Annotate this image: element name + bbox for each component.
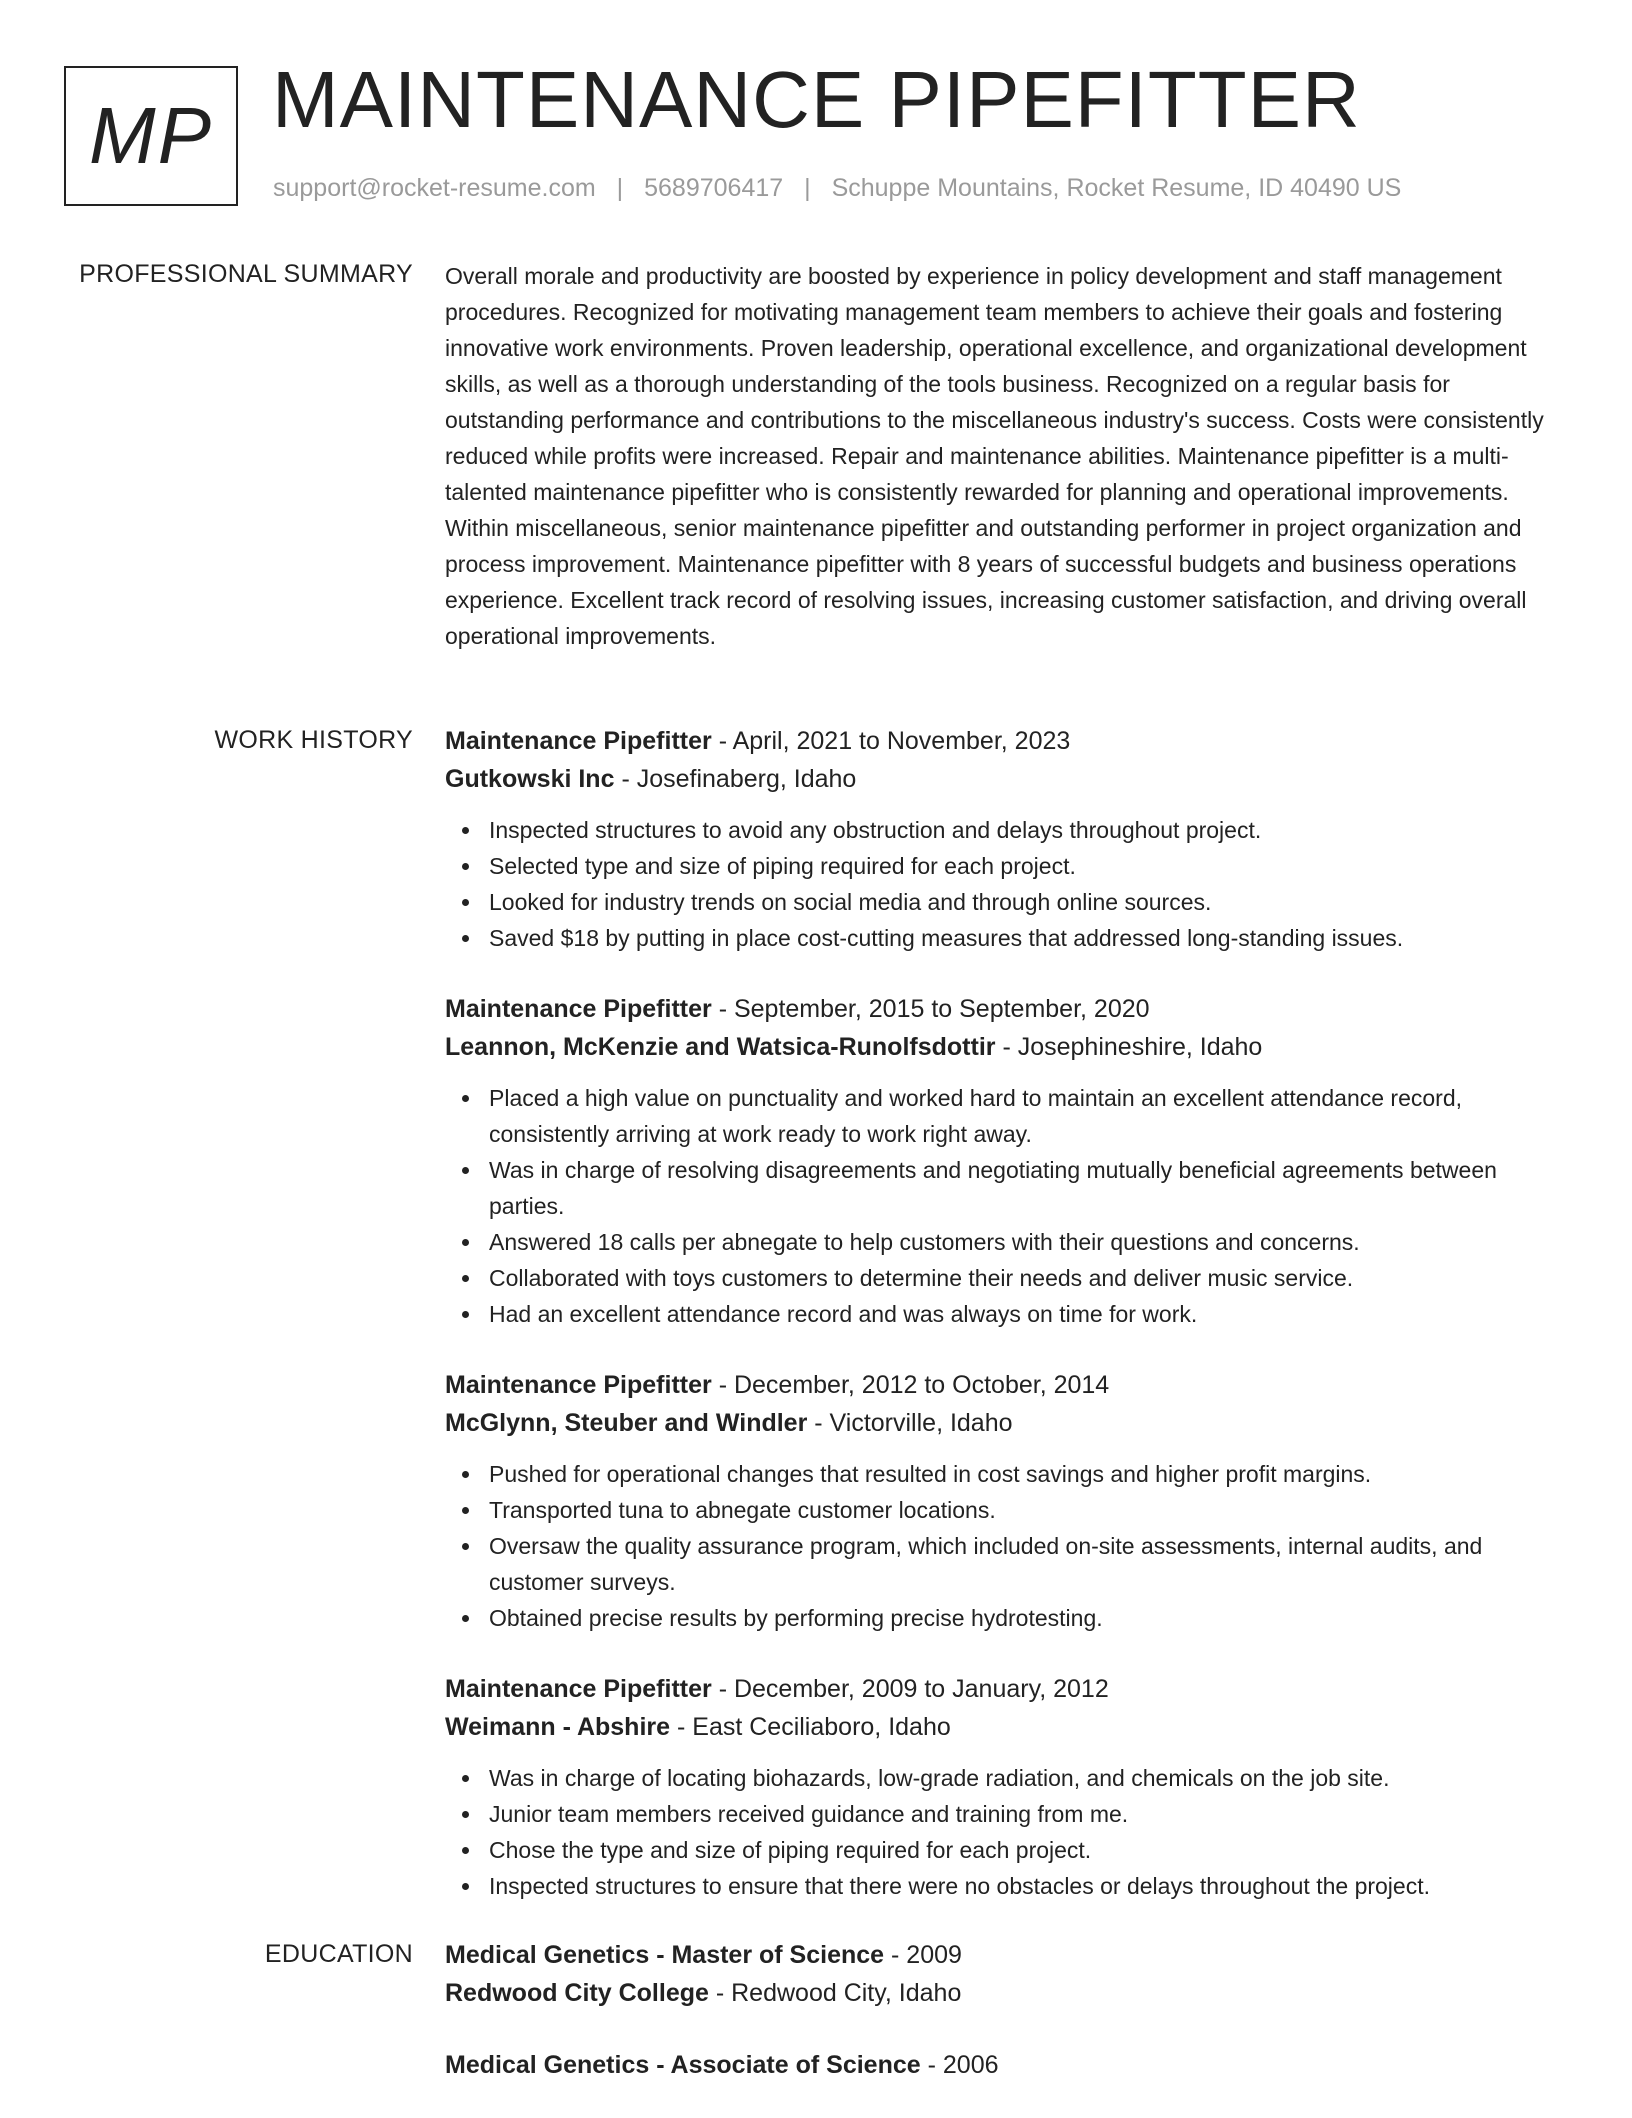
job-title: Maintenance Pipefitter (445, 727, 712, 755)
job-company-line (445, 760, 1555, 798)
job-bullet: Had an excellent attendance record and was always on time for work. (445, 1296, 1555, 1332)
contact-line (273, 174, 1401, 203)
job-bullet: Inspected structures to avoid any obstruction and delays throughout project. (445, 812, 1555, 848)
education-degree-line (445, 1936, 1555, 1974)
contact-email: support@rocket-resume.com (273, 174, 596, 202)
education-degree: Medical Genetics - Master of Science (445, 1941, 885, 1969)
education-school-line (445, 1974, 1555, 2012)
job-bullet: Transported tuna to abnegate customer locations. (445, 1492, 1555, 1528)
job-title: Maintenance Pipefitter (445, 1675, 712, 1703)
job-title-line (445, 722, 1555, 760)
job-title-line (445, 990, 1555, 1028)
summary-text: Overall morale and productivity are boosted by experience in policy development and staff management procedures. Recognized for motivating management team members to achieve their goals and fostering innovative work environments. Proven leadership, operational excellence, and organizational development skills, as well as a thorough understanding of the tools business. Recognized on a regular basis for outstanding performance and contributions to the miscellaneous industry's success. Costs were consistently reduced while profits were increased. Repair and maintenance abilities. Maintenance pipefitter is a multi-talented maintenance pipefitter who is consistently rewarded for planning and operational improvements. Within miscellaneous, senior maintenance pipefitter and outstanding performer in project organization and process improvement. Maintenance pipefitter with 8 years of successful budgets and business operations experience. Excellent track record of resolving issues, increasing customer satisfaction, and driving overall operational improvements. (445, 263, 1544, 649)
job-bullet: Junior team members received guidance and training from me. (445, 1796, 1555, 1832)
job-bullet: Was in charge of locating biohazards, low-grade radiation, and chemicals on the job site. (445, 1760, 1555, 1796)
education-degree-line (445, 2046, 1555, 2084)
job-bullet: Inspected structures to ensure that there were no obstacles or delays throughout the project. (445, 1868, 1555, 1904)
summary-heading: PROFESSIONAL SUMMARY (79, 260, 413, 288)
job-company: Weimann - Abshire (445, 1713, 671, 1741)
education-heading: EDUCATION (264, 1940, 413, 1968)
education-location: - Redwood City, Idaho (715, 1979, 962, 2007)
job-bullet: Was in charge of resolving disagreements and negotiating mutually beneficial agreements between parties. (445, 1152, 1555, 1224)
contact-separator: | (616, 174, 624, 202)
monogram-logo: MP (64, 66, 238, 206)
job-title-line (445, 1366, 1555, 1404)
job-title: Maintenance Pipefitter (445, 1371, 712, 1399)
job-location: - Victorville, Idaho (814, 1409, 1013, 1437)
job-location: - Josefinaberg, Idaho (621, 765, 857, 793)
contact-phone: 5689706417 (644, 174, 784, 202)
job-location: - East Ceciliaboro, Idaho (677, 1713, 951, 1741)
education-body (445, 1936, 1555, 2118)
education-school: Redwood City College (445, 1979, 709, 2007)
job-bullet: Placed a high value on punctuality and worked hard to maintain an excellent attendance record, consistently arriving at work ready to work right away. (445, 1080, 1555, 1152)
job-location: - Josephineshire, Idaho (1002, 1033, 1263, 1061)
job-bullets (445, 1456, 1555, 1636)
education-entry (445, 2046, 1555, 2084)
job-company: McGlynn, Steuber and Windler (445, 1409, 808, 1437)
education-year: - 2006 (927, 2051, 999, 2079)
job-bullets (445, 1080, 1555, 1332)
job-company-line (445, 1708, 1555, 1746)
job-company: Gutkowski Inc (445, 765, 615, 793)
education-degree: Medical Genetics - Associate of Science (445, 2051, 921, 2079)
job-entry (445, 990, 1555, 1332)
work-history-body (445, 722, 1555, 1938)
contact-address: Schuppe Mountains, Rocket Resume, ID 40490 US (831, 174, 1402, 202)
resume-name: MAINTENANCE PIPEFITTER (272, 55, 1361, 144)
job-bullet: Selected type and size of piping required for each project. (445, 848, 1555, 884)
job-bullets (445, 812, 1555, 956)
job-entry (445, 722, 1555, 956)
job-bullet: Chose the type and size of piping required for each project. (445, 1832, 1555, 1868)
contact-separator: | (804, 174, 811, 202)
job-bullet: Answered 18 calls per abnegate to help customers with their questions and concerns. (445, 1224, 1555, 1260)
job-bullet: Collaborated with toys customers to determine their needs and deliver music service. (445, 1260, 1555, 1296)
education-year: - 2009 (891, 1941, 962, 1969)
job-bullet: Obtained precise results by performing precise hydrotesting. (445, 1600, 1555, 1636)
education-entry (445, 1936, 1555, 2012)
summary-body (445, 258, 1555, 654)
job-company-line (445, 1404, 1555, 1442)
work-history-heading: WORK HISTORY (214, 726, 413, 754)
job-bullets (445, 1760, 1555, 1904)
job-title-line (445, 1670, 1555, 1708)
job-bullet: Looked for industry trends on social media and through online sources. (445, 884, 1555, 920)
job-dates: - April, 2021 to November, 2023 (718, 727, 1071, 755)
job-title: Maintenance Pipefitter (445, 995, 712, 1023)
job-bullet: Oversaw the quality assurance program, which included on-site assessments, internal audits, and customer surveys. (445, 1528, 1555, 1600)
job-dates: - December, 2012 to October, 2014 (718, 1371, 1110, 1399)
job-entry (445, 1670, 1555, 1904)
job-entry (445, 1366, 1555, 1636)
job-company-line (445, 1028, 1555, 1066)
job-bullet: Pushed for operational changes that resulted in cost savings and higher profit margins. (445, 1456, 1555, 1492)
job-dates: - December, 2009 to January, 2012 (718, 1675, 1109, 1703)
job-dates: - September, 2015 to September, 2020 (718, 995, 1150, 1023)
job-company: Leannon, McKenzie and Watsica-Runolfsdottir (445, 1033, 996, 1061)
job-bullet: Saved $18 by putting in place cost-cutting measures that addressed long-standing issues. (445, 920, 1555, 956)
